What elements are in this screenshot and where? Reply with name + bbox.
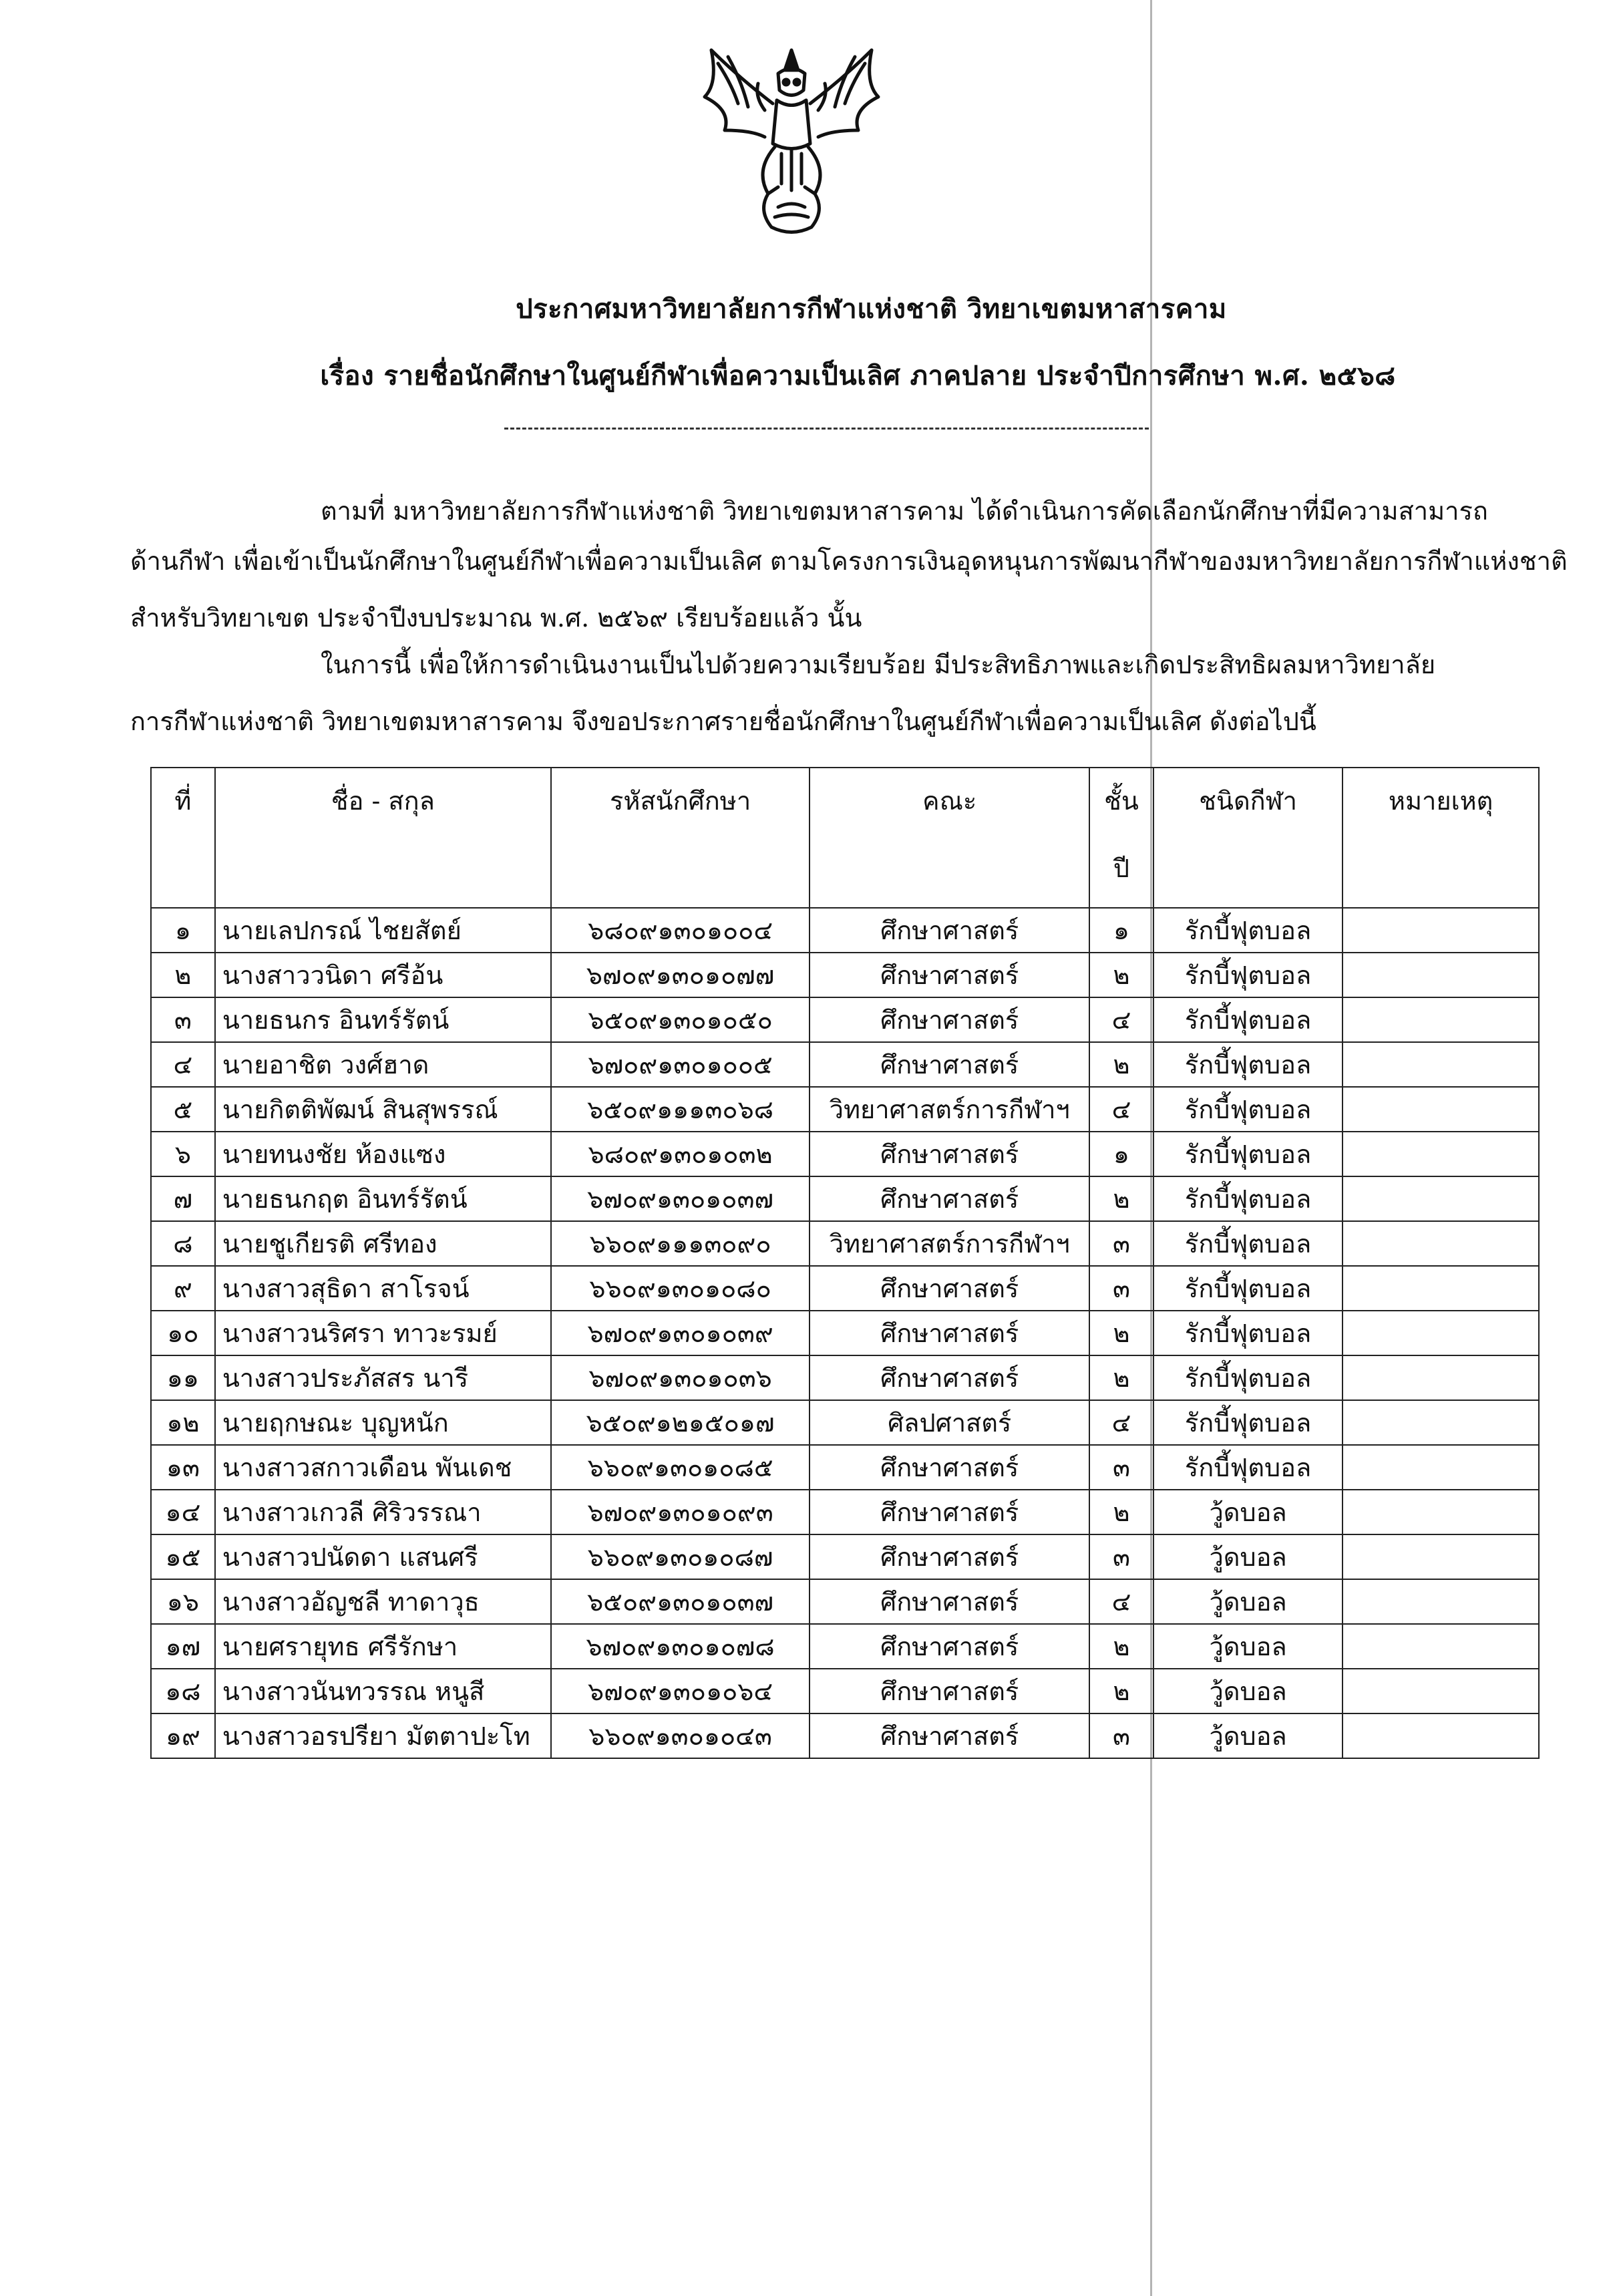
cell-year: ๓ — [1089, 1266, 1153, 1311]
cell-no: ๕ — [151, 1087, 215, 1132]
cell-sport: รักบี้ฟุตบอล — [1153, 1311, 1343, 1355]
cell-student-id: ๖๖๐๙๑๓๐๑๐๘๗ — [551, 1534, 810, 1579]
cell-name: นางสาวสุธิดา สาโรจน์ — [215, 1266, 551, 1311]
cell-student-id: ๖๗๐๙๑๓๐๑๐๖๔ — [551, 1669, 810, 1713]
cell-year: ๓ — [1089, 1221, 1153, 1266]
col-header-sport: ชนิดกีฬา — [1153, 768, 1343, 908]
table-row — [151, 1132, 1539, 1176]
cell-no: ๒ — [151, 953, 215, 997]
cell-student-id: ๖๗๐๙๑๓๐๑๐๗๗ — [551, 953, 810, 997]
cell-name: นายฤกษณะ บุญหนัก — [215, 1400, 551, 1445]
col-header-year — [1089, 768, 1153, 908]
cell-faculty: ศิลปศาสตร์ — [810, 1400, 1089, 1445]
cell-name: นางสาวนันทวรรณ หนูสี — [215, 1669, 551, 1713]
cell-note — [1343, 997, 1539, 1042]
cell-name: นายทนงชัย ห้องแซง — [215, 1132, 551, 1176]
cell-no: ๘ — [151, 1221, 215, 1266]
table-row — [151, 953, 1539, 997]
cell-note — [1343, 1400, 1539, 1445]
cell-no: ๑๐ — [151, 1311, 215, 1355]
cell-student-id: ๖๗๐๙๑๓๐๑๐๓๗ — [551, 1176, 810, 1221]
cell-student-id: ๖๖๐๙๑๓๐๑๐๘๐ — [551, 1266, 810, 1311]
cell-student-id: ๖๗๐๙๑๓๐๑๐๓๙ — [551, 1311, 810, 1355]
table-row — [151, 997, 1539, 1042]
cell-student-id: ๖๕๐๙๑๓๐๑๐๓๗ — [551, 1579, 810, 1624]
cell-sport: รักบี้ฟุตบอล — [1153, 1132, 1343, 1176]
table-row — [151, 1669, 1539, 1713]
cell-note — [1343, 908, 1539, 953]
table-row — [151, 1176, 1539, 1221]
cell-faculty: ศึกษาศาสตร์ — [810, 997, 1089, 1042]
cell-student-id: ๖๘๐๙๑๓๐๑๐๓๒ — [551, 1132, 810, 1176]
cell-no: ๗ — [151, 1176, 215, 1221]
paragraph-1-line-1: ตามที่ มหาวิทยาลัยการกีฬาแห่งชาติ วิทยาเขตมหาสารคาม ได้ดำเนินการคัดเลือกนักศึกษาที่มีความสามารถ — [321, 496, 1488, 526]
cell-student-id: ๖๕๐๙๑๓๐๑๐๕๐ — [551, 997, 810, 1042]
cell-note — [1343, 1132, 1539, 1176]
cell-faculty: ศึกษาศาสตร์ — [810, 1713, 1089, 1758]
cell-sport: วู้ดบอล — [1153, 1669, 1343, 1713]
cell-student-id: ๖๗๐๙๑๓๐๑๐๐๕ — [551, 1042, 810, 1087]
announcement-subject: เรื่อง รายชื่อนักศึกษาในศูนย์กีฬาเพื่อความเป็นเลิศ ภาคปลาย ประจำปีการศึกษา พ.ศ. ๒๕๖๘ — [320, 360, 1396, 391]
cell-note — [1343, 1624, 1539, 1669]
cell-faculty: ศึกษาศาสตร์ — [810, 1490, 1089, 1534]
cell-sport: รักบี้ฟุตบอล — [1153, 1355, 1343, 1400]
col-header-no: ที่ — [151, 768, 215, 908]
cell-student-id: ๖๖๐๙๑๓๐๑๐๘๕ — [551, 1445, 810, 1490]
cell-faculty: ศึกษาศาสตร์ — [810, 1624, 1089, 1669]
col-header-year-top: ชั้น — [1104, 786, 1139, 816]
cell-name: นางสาวนริศรา ทาวะรมย์ — [215, 1311, 551, 1355]
cell-name: นายอาชิต วงศ์ฮาด — [215, 1042, 551, 1087]
cell-year: ๑ — [1089, 908, 1153, 953]
student-list-table — [150, 767, 1540, 1759]
cell-note — [1343, 1176, 1539, 1221]
cell-note — [1343, 1311, 1539, 1355]
announcement-title: ประกาศมหาวิทยาลัยการกีฬาแห่งชาติ วิทยาเขตมหาสารคาม — [516, 293, 1227, 325]
cell-year: ๔ — [1089, 997, 1153, 1042]
cell-name: นายกิตติพัฒน์ สินสุพรรณ์ — [215, 1087, 551, 1132]
title-divider — [504, 428, 1149, 430]
cell-no: ๓ — [151, 997, 215, 1042]
cell-name: นายเลปกรณ์ ไชยสัตย์ — [215, 908, 551, 953]
cell-year: ๑ — [1089, 1132, 1153, 1176]
table-row — [151, 908, 1539, 953]
cell-note — [1343, 1713, 1539, 1758]
cell-note — [1343, 1087, 1539, 1132]
cell-year: ๔ — [1089, 1087, 1153, 1132]
cell-student-id: ๖๖๐๙๑๑๑๓๐๙๐ — [551, 1221, 810, 1266]
cell-student-id: ๖๗๐๙๑๓๐๑๐๗๘ — [551, 1624, 810, 1669]
cell-sport: รักบี้ฟุตบอล — [1153, 1221, 1343, 1266]
cell-faculty: ศึกษาศาสตร์ — [810, 1266, 1089, 1311]
cell-name: นางสาวอัญชลี ทาดาวุธ — [215, 1579, 551, 1624]
cell-name: นายธนกฤต อินทร์รัตน์ — [215, 1176, 551, 1221]
cell-sport: รักบี้ฟุตบอล — [1153, 1266, 1343, 1311]
col-header-name: ชื่อ - สกุล — [215, 768, 551, 908]
cell-no: ๑๗ — [151, 1624, 215, 1669]
table-row — [151, 1221, 1539, 1266]
garuda-emblem-icon — [691, 37, 892, 244]
table-row — [151, 1266, 1539, 1311]
cell-no: ๑๖ — [151, 1579, 215, 1624]
cell-faculty: ศึกษาศาสตร์ — [810, 1579, 1089, 1624]
cell-note — [1343, 1490, 1539, 1534]
cell-year: ๓ — [1089, 1445, 1153, 1490]
cell-note — [1343, 953, 1539, 997]
cell-faculty: ศึกษาศาสตร์ — [810, 1042, 1089, 1087]
table-row — [151, 1355, 1539, 1400]
cell-sport: รักบี้ฟุตบอล — [1153, 997, 1343, 1042]
cell-student-id: ๖๕๐๙๑๑๑๓๐๖๘ — [551, 1087, 810, 1132]
table-row — [151, 1087, 1539, 1132]
cell-no: ๑ — [151, 908, 215, 953]
cell-faculty: ศึกษาศาสตร์ — [810, 1311, 1089, 1355]
col-header-note: หมายเหตุ — [1343, 768, 1539, 908]
cell-no: ๑๕ — [151, 1534, 215, 1579]
paragraph-1-line-2: ด้านกีฬา เพื่อเข้าเป็นนักศึกษาในศูนย์กีฬาเพื่อความเป็นเลิศ ตามโครงการเงินอุดหนุนการพัฒนากีฬาของมหาวิทยาลัยการกีฬาแห่งชาติ — [130, 546, 1568, 576]
cell-note — [1343, 1534, 1539, 1579]
cell-no: ๑๘ — [151, 1669, 215, 1713]
cell-name: นายชูเกียรติ ศรีทอง — [215, 1221, 551, 1266]
table-row — [151, 1400, 1539, 1445]
cell-sport: วู้ดบอล — [1153, 1713, 1343, 1758]
cell-sport: วู้ดบอล — [1153, 1624, 1343, 1669]
cell-year: ๒ — [1089, 1355, 1153, 1400]
cell-year: ๒ — [1089, 953, 1153, 997]
cell-name: นางสาวสกาวเดือน พันเดช — [215, 1445, 551, 1490]
cell-note — [1343, 1579, 1539, 1624]
cell-faculty: ศึกษาศาสตร์ — [810, 1176, 1089, 1221]
col-header-year-bottom: ปี — [1113, 854, 1130, 883]
cell-name: นายธนกร อินทร์รัตน์ — [215, 997, 551, 1042]
cell-name: นายศรายุทธ ศรีรักษา — [215, 1624, 551, 1669]
cell-name: นางสาววนิดา ศรีอ้น — [215, 953, 551, 997]
cell-name: นางสาวเกวลี ศิริวรรณา — [215, 1490, 551, 1534]
table-header-row — [151, 768, 1539, 908]
cell-faculty: ศึกษาศาสตร์ — [810, 1132, 1089, 1176]
cell-sport: รักบี้ฟุตบอล — [1153, 908, 1343, 953]
cell-year: ๔ — [1089, 1579, 1153, 1624]
cell-name: นางสาวประภัสสร นารี — [215, 1355, 551, 1400]
cell-no: ๑๒ — [151, 1400, 215, 1445]
paragraph-2-line-2: การกีฬาแห่งชาติ วิทยาเขตมหาสารคาม จึงขอประกาศรายชื่อนักศึกษาในศูนย์กีฬาเพื่อความเป็นเลิศ ดังต่อไปนี้ — [130, 707, 1316, 736]
cell-note — [1343, 1266, 1539, 1311]
table-row — [151, 1042, 1539, 1087]
cell-note — [1343, 1221, 1539, 1266]
cell-faculty: ศึกษาศาสตร์ — [810, 908, 1089, 953]
cell-name: นางสาวอรปรียา มัตตาปะโท — [215, 1713, 551, 1758]
cell-sport: วู้ดบอล — [1153, 1534, 1343, 1579]
cell-student-id: ๖๗๐๙๑๓๐๑๐๓๖ — [551, 1355, 810, 1400]
cell-sport: วู้ดบอล — [1153, 1490, 1343, 1534]
cell-year: ๒ — [1089, 1042, 1153, 1087]
cell-sport: รักบี้ฟุตบอล — [1153, 1087, 1343, 1132]
col-header-student-id: รหัสนักศึกษา — [551, 768, 810, 908]
cell-sport: วู้ดบอล — [1153, 1579, 1343, 1624]
cell-year: ๓ — [1089, 1534, 1153, 1579]
table-row — [151, 1579, 1539, 1624]
cell-student-id: ๖๗๐๙๑๓๐๑๐๙๓ — [551, 1490, 810, 1534]
table-row — [151, 1445, 1539, 1490]
cell-year: ๒ — [1089, 1669, 1153, 1713]
cell-no: ๑๙ — [151, 1713, 215, 1758]
table-row — [151, 1311, 1539, 1355]
cell-no: ๖ — [151, 1132, 215, 1176]
cell-sport: รักบี้ฟุตบอล — [1153, 1445, 1343, 1490]
cell-faculty: วิทยาศาสตร์การกีฬาฯ — [810, 1087, 1089, 1132]
table-row — [151, 1490, 1539, 1534]
cell-no: ๑๓ — [151, 1445, 215, 1490]
cell-faculty: ศึกษาศาสตร์ — [810, 1445, 1089, 1490]
cell-student-id: ๖๘๐๙๑๓๐๑๐๐๔ — [551, 908, 810, 953]
cell-no: ๑๔ — [151, 1490, 215, 1534]
cell-name: นางสาวปนัดดา แสนศรี — [215, 1534, 551, 1579]
cell-faculty: วิทยาศาสตร์การกีฬาฯ — [810, 1221, 1089, 1266]
cell-faculty: ศึกษาศาสตร์ — [810, 1534, 1089, 1579]
table-row — [151, 1534, 1539, 1579]
cell-year: ๒ — [1089, 1176, 1153, 1221]
cell-sport: รักบี้ฟุตบอล — [1153, 1176, 1343, 1221]
cell-note — [1343, 1355, 1539, 1400]
cell-student-id: ๖๕๐๙๑๒๑๕๐๑๗ — [551, 1400, 810, 1445]
cell-year: ๓ — [1089, 1713, 1153, 1758]
cell-note — [1343, 1042, 1539, 1087]
cell-faculty: ศึกษาศาสตร์ — [810, 1669, 1089, 1713]
cell-no: ๙ — [151, 1266, 215, 1311]
cell-sport: รักบี้ฟุตบอล — [1153, 1400, 1343, 1445]
cell-sport: รักบี้ฟุตบอล — [1153, 953, 1343, 997]
cell-year: ๒ — [1089, 1490, 1153, 1534]
paragraph-1-line-3: สำหรับวิทยาเขต ประจำปีงบประมาณ พ.ศ. ๒๕๖๙ เรียบร้อยแล้ว นั้น — [130, 603, 862, 633]
cell-note — [1343, 1445, 1539, 1490]
cell-year: ๒ — [1089, 1624, 1153, 1669]
table-row — [151, 1713, 1539, 1758]
cell-faculty: ศึกษาศาสตร์ — [810, 1355, 1089, 1400]
cell-faculty: ศึกษาศาสตร์ — [810, 953, 1089, 997]
paragraph-2-line-1: ในการนี้ เพื่อให้การดำเนินงานเป็นไปด้วยความเรียบร้อย มีประสิทธิภาพและเกิดประสิทธิผลมหาวิทยาลัย — [321, 650, 1436, 679]
col-header-faculty: คณะ — [810, 768, 1089, 908]
table-row — [151, 1624, 1539, 1669]
cell-year: ๔ — [1089, 1400, 1153, 1445]
cell-student-id: ๖๖๐๙๑๓๐๑๐๔๓ — [551, 1713, 810, 1758]
cell-year: ๒ — [1089, 1311, 1153, 1355]
cell-sport: รักบี้ฟุตบอล — [1153, 1042, 1343, 1087]
cell-no: ๔ — [151, 1042, 215, 1087]
cell-no: ๑๑ — [151, 1355, 215, 1400]
cell-note — [1343, 1669, 1539, 1713]
